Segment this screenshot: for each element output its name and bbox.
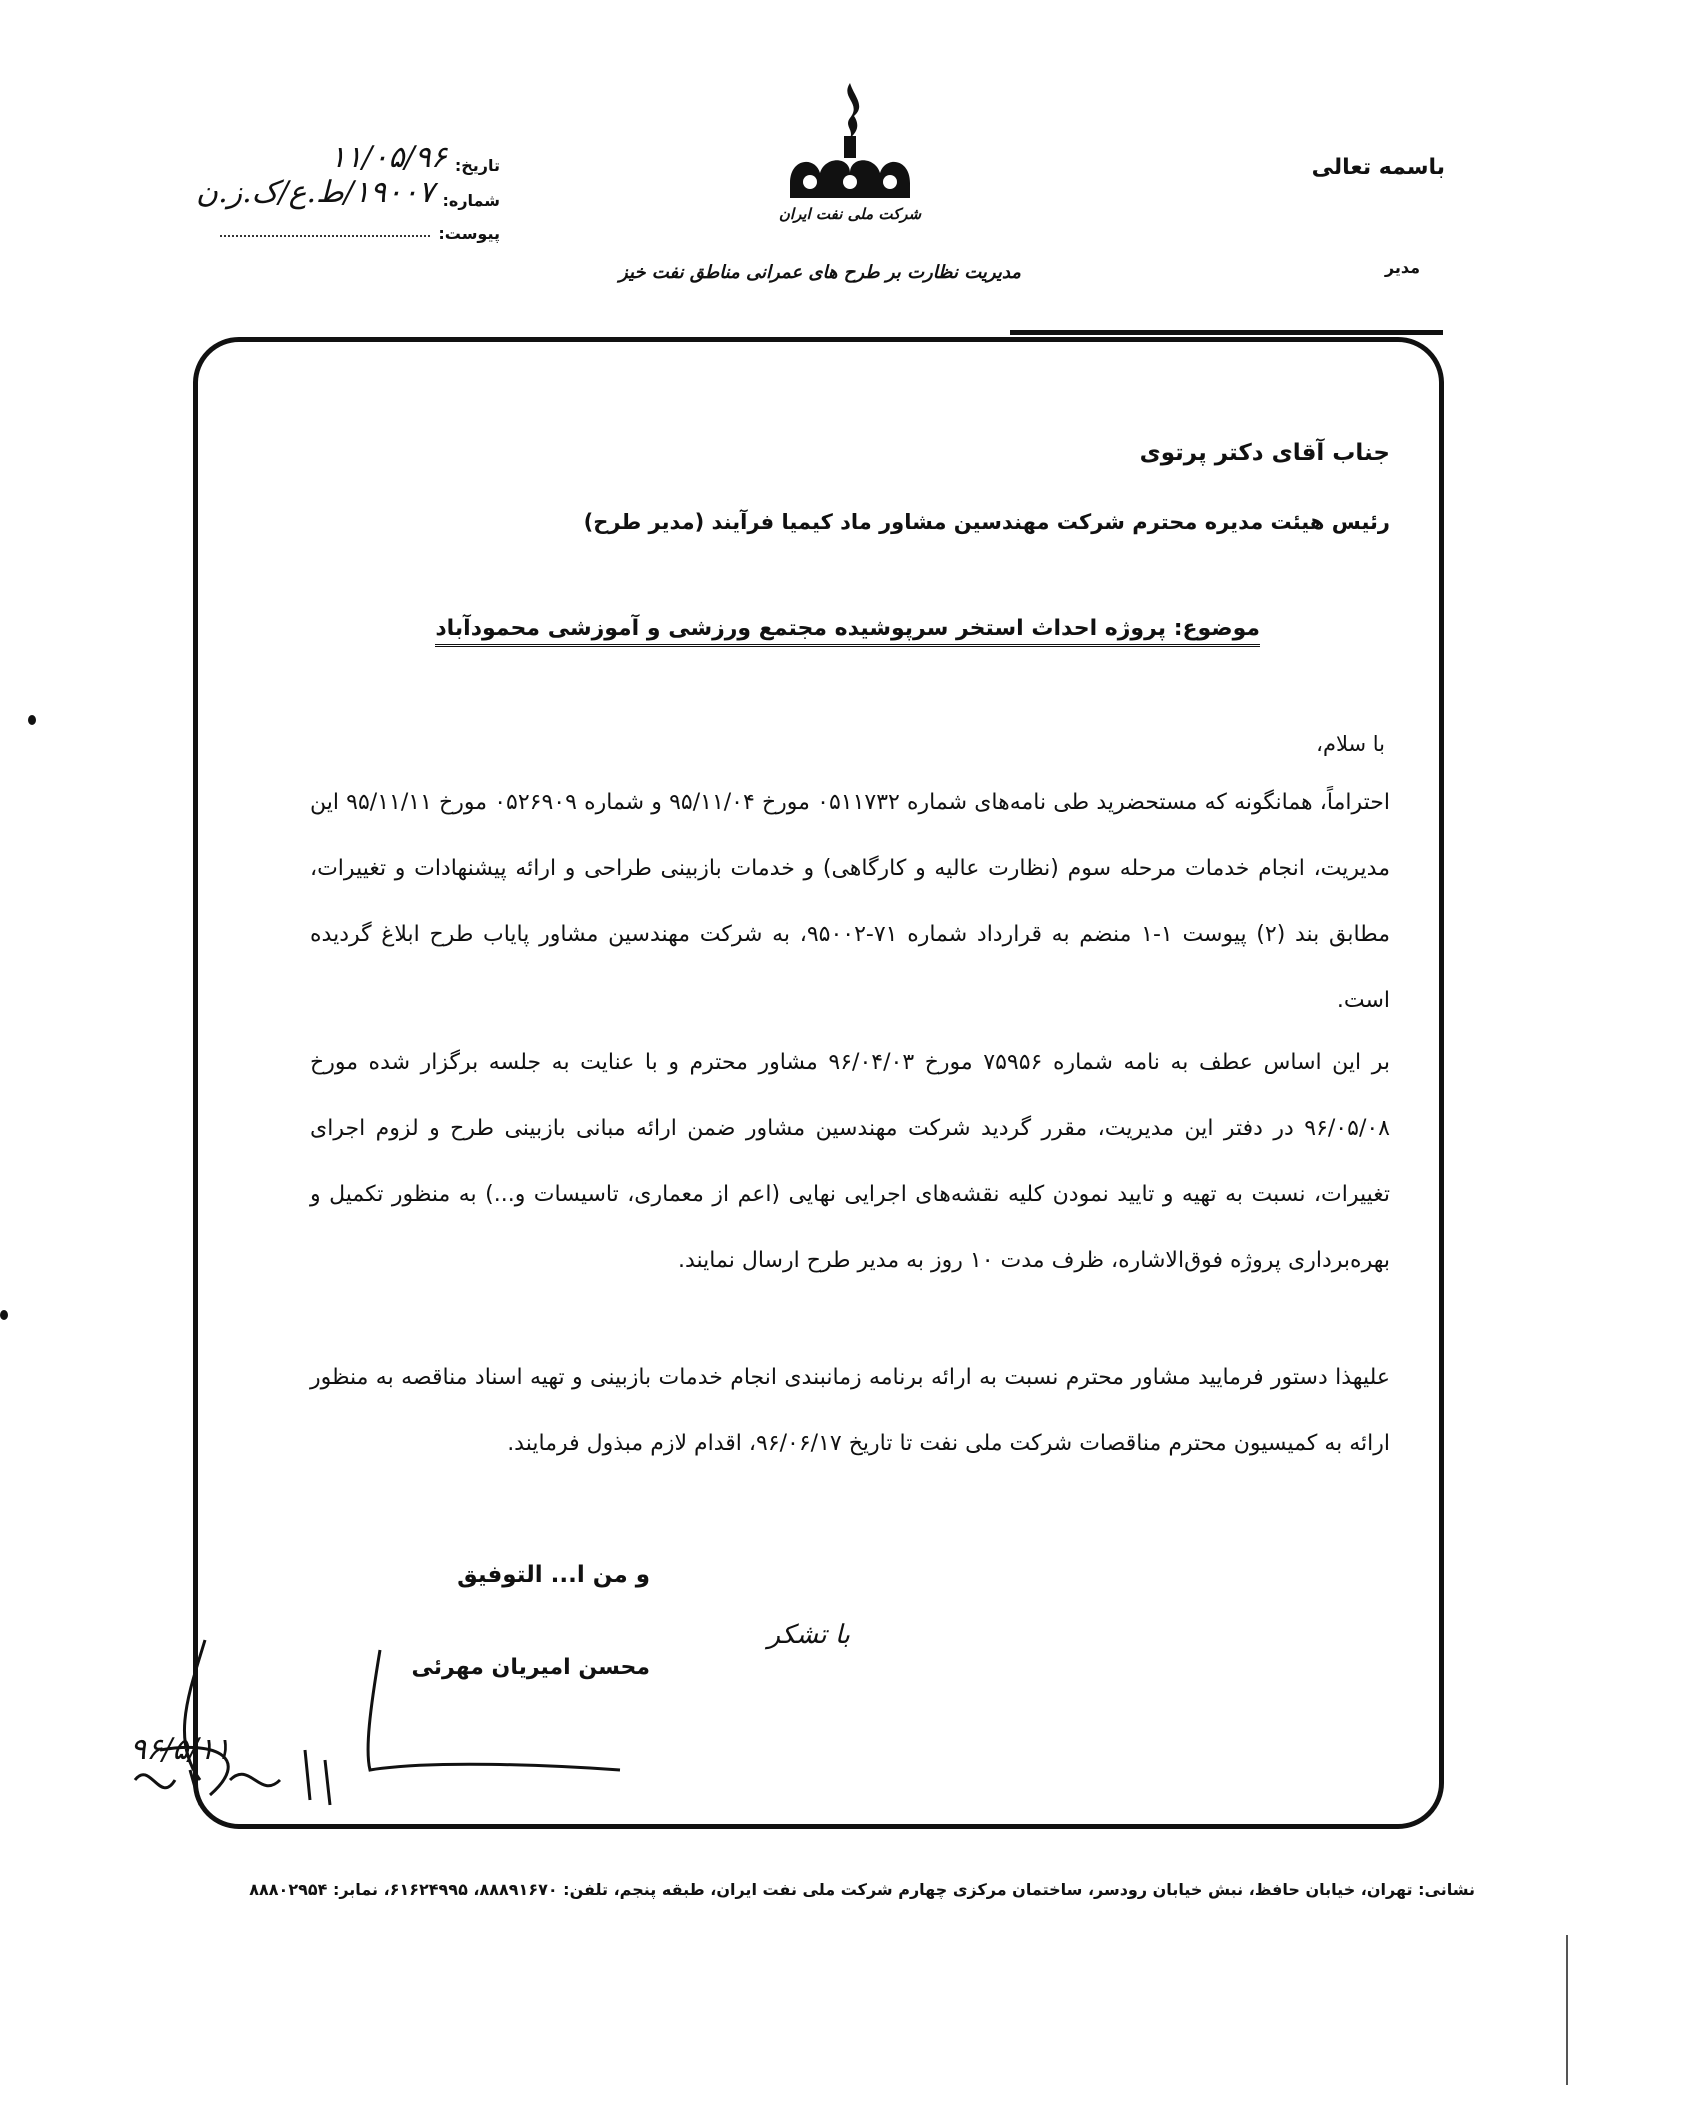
attachment-label: پیوست:: [438, 224, 500, 243]
recipient-title: رئیس هیئت مدیره محترم شرکت مهندسین مشاور ماد کیمیا فرآیند (مدیر طرح): [583, 510, 1390, 534]
letter-meta: [100, 140, 500, 243]
footer-address: نشانی: تهران، خیابان حافظ، نبش خیابان رودسر، ساختمان مرکزی چهارم شرکت ملی نفت ایران، طبقه پنجم، تلفن: ۸۸۸۹۱۶۷۰، ۶۱۶۲۴۹۹۵، نمابر: ۸۸۸۰۲۹۵۴: [249, 1880, 1475, 1899]
attachment-dots: [220, 234, 430, 237]
signatory: محسن امیریان مهرئی: [411, 1655, 650, 1680]
paragraph-3: علیهذا دستور فرمایید مشاور محترم نسبت به ارائه برنامه زمانبندی انجام خدمات بازبینی و تهیه اسناد مناقصه به منظور ارائه به کمیسیون محترم مناقصات شرکت ملی نفت تا تاریخ ۹۶/۰۶/۱۷، اقدام لازم مبذول فرمایند.: [310, 1365, 1390, 1456]
signature-scribble-icon: [130, 1630, 630, 1820]
attachment-field: [100, 224, 500, 243]
date-field: [100, 140, 500, 175]
greeting: با سلام،: [1316, 732, 1385, 756]
manager-label: مدیر: [1384, 258, 1420, 277]
subject-line: موضوع: پروژه احداث استخر سرپوشیده مجتمع ورزشی و آموزشی محمودآباد: [435, 616, 1260, 647]
date-label: تاریخ:: [454, 156, 500, 175]
handwritten-note: با تشکر: [767, 1620, 850, 1650]
invocation: باسمه تعالی: [1311, 155, 1445, 180]
nioc-logo: [770, 78, 930, 208]
org-name: شرکت ملی نفت ایران: [778, 205, 922, 223]
scan-mark: [0, 1310, 8, 1320]
department-name: مدیریت نظارت بر طرح های عمرانی مناطق نفت خیز: [619, 262, 1021, 283]
date-value: ۱۱/۰۵/۹۶: [329, 140, 447, 175]
number-field: [100, 175, 500, 210]
flame-logo-icon: [770, 78, 930, 208]
signature: [130, 1630, 630, 1820]
scan-mark: [28, 715, 36, 725]
closing: و من ا... التوفیق: [457, 1562, 650, 1588]
handwritten-date: ۹۶/۵/۱۱: [130, 1732, 231, 1767]
recipient: جناب آقای دکتر پرتوی: [1139, 440, 1390, 466]
paragraph-2: بر این اساس عطف به نامه شماره ۷۵۹۵۶ مورخ ۹۶/۰۴/۰۳ مشاور محترم و با عنایت به جلسه برگزار شده مورخ ۹۶/۰۵/۰۸ در دفتر این مدیریت، مقرر گردید شرکت مهندسین مشاور ضمن ارائه مبانی بازبینی طرح و لزوم اجرای تغییرات، نسبت به تهیه و تایید نمودن کلیه نقشه‌های اجرایی نهایی (اعم از معماری، تاسیسات و...) به منظور تکمیل و بهره‌برداری پروژه فوق‌الاشاره، ظرف مدت ۱۰ روز به مدیر طرح ارسال نمایند.: [310, 1050, 1390, 1273]
number-label: شماره:: [442, 191, 500, 210]
scan-edge: [1566, 1935, 1568, 2085]
number-value: ۱۹۰۰۷/ط.ع/ک.ز.ن: [196, 175, 435, 210]
top-rule: [1010, 330, 1443, 335]
paragraph-1: احتراماً، همانگونه که مستحضرید طی نامه‌های شماره ۰۵۱۱۷۳۲ مورخ ۹۵/۱۱/۰۴ و شماره ۰۵۲۶۹۰۹ مورخ ۹۵/۱۱/۱۱ این مدیریت، انجام خدمات مرحله سوم (نظارت عالیه و کارگاهی) و خدمات بازبینی طراحی و ارائه پیشنهادات و تغییرات، مطابق بند (۲) پیوست ۱-۱ منضم به قرارداد شماره ۷۱-۹۵۰۰۲، به شرکت مهندسین مشاور پایاب طرح ابلاغ گردیده است.: [310, 790, 1391, 1013]
